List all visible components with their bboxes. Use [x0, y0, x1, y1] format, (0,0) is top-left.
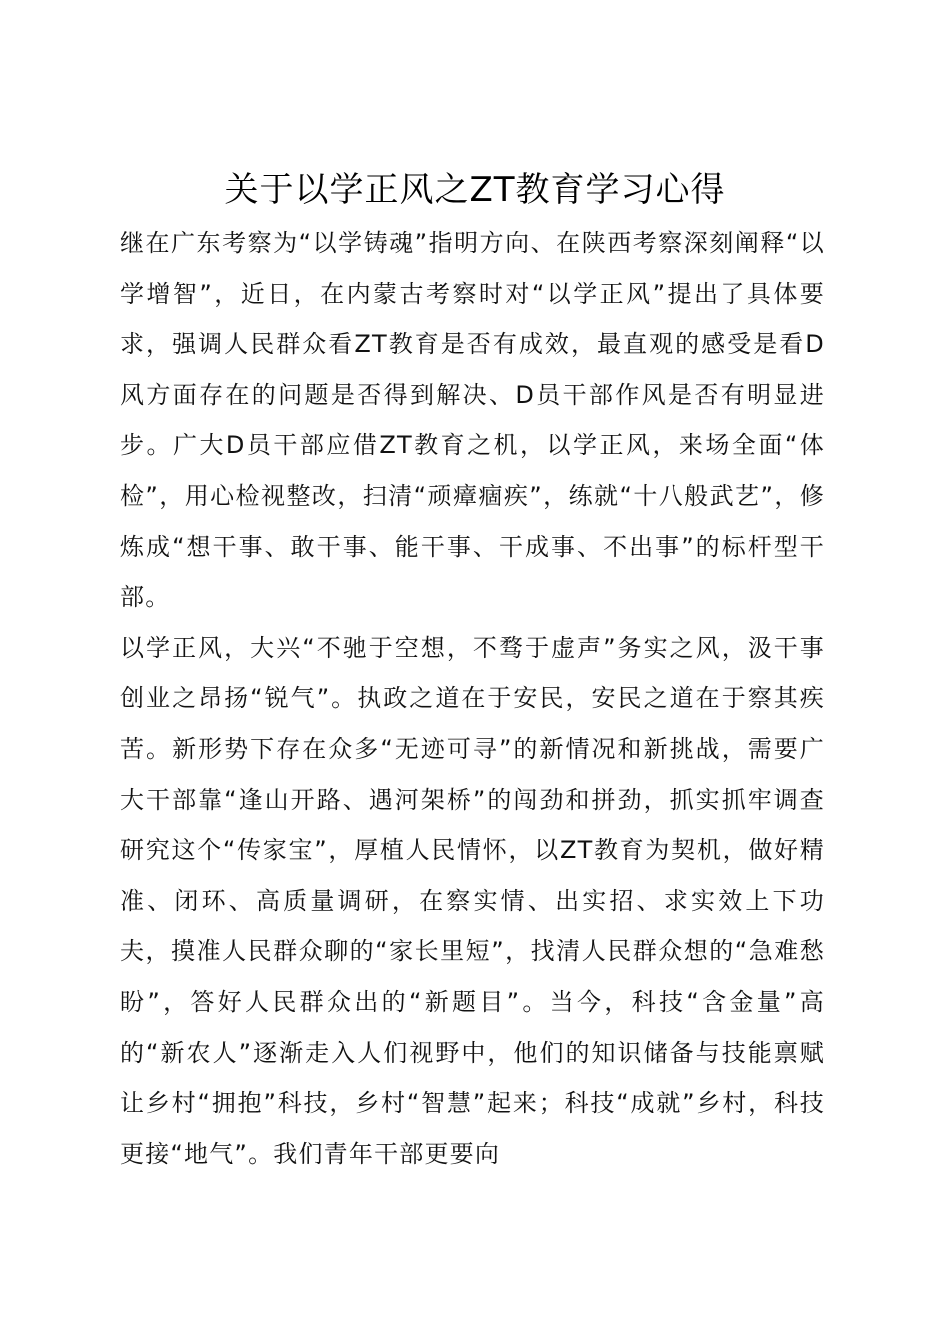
- document-body: [120, 218, 825, 1179]
- paragraph-2: 以学正风，大兴“不驰于空想，不骛于虚声”务实之风，汲干事创业之昂扬“锐气”。执政之道在于安民，安民之道在于察其疾苦。新形势下存在众多“无迹可寻”的新情况和新挑战，需要广大干部靠“逢山开路、遇河架桥”的闯劲和拼劲，抓实抓牢调查研究这个“传家宝”，厚植人民情怀，以ZT教育为契机，做好精准、闭环、高质量调研，在察实情、出实招、求实效上下功夫，摸准人民群众聊的“家长里短”，找清人民群众想的“急难愁盼”，答好人民群众出的“新题目”。当今，科技“含金量”高的“新农人”逐渐走入人们视野中，他们的知识储备与技能禀赋让乡村“拥抱”科技，乡村“智慧”起来；科技“成就”乡村，科技更接“地气”。我们青年干部更要向: [120, 633, 825, 1168]
- paragraph-1: 继在广东考察为“以学铸魂”指明方向、在陕西考察深刻阐释“以学增智”，近日，在内蒙古考察时对“以学正风”提出了具体要求，强调人民群众看ZT教育是否有成效，最直观的感受是看D风方面存在的问题是否得到解决、D员干部作风是否有明显进步。广大D员干部应借ZT教育之机，以学正风，来场全面“体检”，用心检视整改，扫清“顽瘴痼疾”，练就“十八般武艺”，修炼成“想干事、敢干事、能干事、干成事、不出事”的标杆型干部。: [120, 229, 825, 612]
- document-title: 关于以学正风之ZT教育学习心得: [224, 170, 726, 210]
